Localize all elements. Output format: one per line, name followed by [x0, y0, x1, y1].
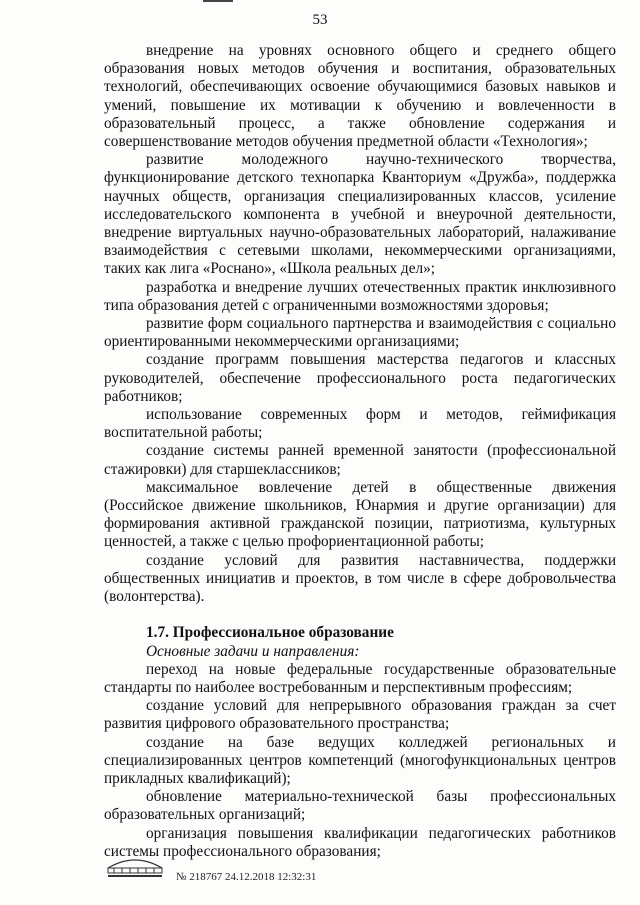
government-emblem-icon: [104, 850, 166, 880]
paragraph: разработка и внедрение лучших отечественных практик инклюзивного типа образования детей с ограниченными возможностями здоровья;: [104, 278, 616, 314]
paragraph: переход на новые федеральные государственные образовательные стандарты по наиболее востребованным и перспективным профессиям;: [104, 660, 616, 696]
section-gap: [104, 606, 616, 624]
paragraph: организация повышения квалификации педагогических работников системы профессионального образования;: [104, 824, 616, 860]
paragraph: обновление материально-технической базы профессиональных образовательных организаций;: [104, 788, 616, 824]
paragraph: развитие молодежного научно-технического творчества, функционирование детского технопарка Кванториум «Дружба», поддержка научных обществ, организация специализированных классов, усиление исследовательского компонента в учебной и внеурочной деятельности, внедрение виртуальных научно-образовательных лабораторий, налаживание взаимодействия с сетевыми школами, некоммерческими организациями, таких как лига «Роснано», «Школа реальных дел»;: [104, 151, 616, 278]
paragraph: создание на базе ведущих колледжей региональных и специализированных центров компетенций (многофункциональных центров прикладных квалификаций);: [104, 733, 616, 787]
page-number: 53: [312, 12, 328, 28]
paragraph: создание условий для непрерывного образования граждан за счет развития цифрового образовательного пространства;: [104, 697, 616, 733]
scan-artifact: [203, 0, 233, 2]
paragraph: максимальное вовлечение детей в общественные движения (Российское движение школьников, Юнармия и другие организации) для формирования активной гражданской позиции, патриотизма, культурных ценностей, а также с целью профориентационной работы;: [104, 478, 616, 551]
document-body: [104, 42, 616, 861]
paragraph: создание системы ранней временной занятости (профессиональной стажировки) для старшеклассников;: [104, 442, 616, 478]
paragraph: развитие форм социального партнерства и взаимодействия с социально ориентированными некоммерческими организациями;: [104, 315, 616, 351]
document-registration-number: № 218767 24.12.2018 12:32:31: [176, 871, 317, 883]
paragraph: использование современных форм и методов, геймификация воспитательной работы;: [104, 406, 616, 442]
section-subtitle: Основные задачи и направления:: [146, 642, 360, 660]
section-title: 1.7. Профессиональное образование: [146, 624, 394, 642]
paragraph: создание программ повышения мастерства педагогов и классных руководителей, обеспечение профессионального роста педагогических работников;: [104, 351, 616, 405]
paragraph: создание условий для развития наставничества, поддержки общественных инициатив и проектов, в том числе в сфере добровольчества (волонтерства).: [104, 551, 616, 606]
paragraph: внедрение на уровнях основного общего и среднего общего образования новых методов обучения и воспитания, образовательных технологий, обеспечивающих освоение обучающимися базовых навыков и умений, повышение их мотивации к обучению и вовлеченности в образовательный процесс, а также обновление содержания и совершенствование методов обучения предметной области «Технология»;: [104, 42, 616, 151]
